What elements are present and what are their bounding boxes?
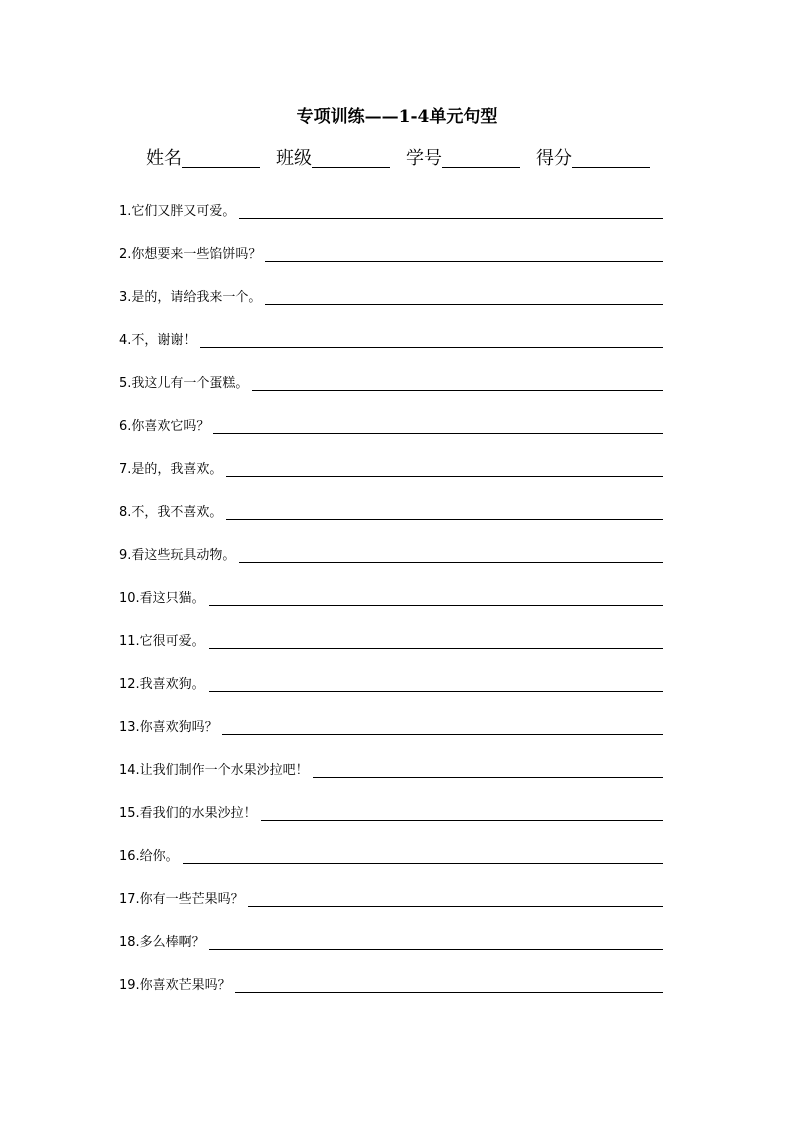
answer-line[interactable] bbox=[183, 863, 663, 864]
question-prompt: 7.是的，我喜欢。 bbox=[119, 462, 223, 477]
question-item bbox=[119, 393, 663, 436]
question-item bbox=[119, 350, 663, 393]
question-prompt: 14.让我们制作一个水果沙拉吧！ bbox=[119, 763, 309, 778]
question-item bbox=[119, 780, 663, 823]
answer-line[interactable] bbox=[200, 347, 663, 348]
student-number-field bbox=[406, 146, 520, 172]
score-label: 得分 bbox=[536, 148, 572, 169]
question-item bbox=[119, 436, 663, 479]
question-item bbox=[119, 608, 663, 651]
question-prompt: 3.是的，请给我来一个。 bbox=[119, 290, 262, 305]
student-number-label: 学号 bbox=[406, 148, 442, 169]
question-prompt: 17.你有一些芒果吗？ bbox=[119, 892, 244, 907]
question-prompt: 10.看这只猫。 bbox=[119, 591, 205, 606]
answer-line[interactable] bbox=[265, 304, 663, 305]
class-label: 班级 bbox=[276, 148, 312, 169]
answer-line[interactable] bbox=[226, 476, 663, 477]
question-prompt: 12.我喜欢狗。 bbox=[119, 677, 205, 692]
question-prompt: 8.不，我不喜欢。 bbox=[119, 505, 223, 520]
question-item bbox=[119, 737, 663, 780]
question-prompt: 1.它们又胖又可爱。 bbox=[119, 204, 236, 219]
question-item bbox=[119, 952, 663, 995]
answer-line[interactable] bbox=[261, 820, 663, 821]
question-prompt: 4.不，谢谢！ bbox=[119, 333, 197, 348]
question-item bbox=[119, 866, 663, 909]
answer-line[interactable] bbox=[239, 562, 663, 563]
answer-line[interactable] bbox=[209, 648, 663, 649]
question-prompt: 5.我这儿有一个蛋糕。 bbox=[119, 376, 249, 391]
answer-line[interactable] bbox=[209, 949, 663, 950]
score-field bbox=[536, 146, 650, 172]
name-label: 姓名 bbox=[146, 148, 182, 169]
question-prompt: 13.你喜欢狗吗？ bbox=[119, 720, 218, 735]
name-field bbox=[146, 146, 260, 172]
question-prompt: 2.你想要来一些馅饼吗？ bbox=[119, 247, 262, 262]
question-item bbox=[119, 479, 663, 522]
question-item bbox=[119, 221, 663, 264]
question-item bbox=[119, 522, 663, 565]
student-info-row bbox=[146, 146, 666, 172]
student-number-blank[interactable] bbox=[442, 167, 520, 168]
question-item bbox=[119, 823, 663, 866]
question-item bbox=[119, 178, 663, 221]
answer-line[interactable] bbox=[213, 433, 663, 434]
answer-line[interactable] bbox=[209, 605, 663, 606]
question-prompt: 11.它很可爱。 bbox=[119, 634, 205, 649]
class-field bbox=[276, 146, 390, 172]
question-list bbox=[119, 178, 663, 995]
answer-line[interactable] bbox=[248, 906, 663, 907]
answer-line[interactable] bbox=[239, 218, 663, 219]
question-item bbox=[119, 565, 663, 608]
answer-line[interactable] bbox=[265, 261, 663, 262]
name-blank[interactable] bbox=[182, 167, 260, 168]
question-item bbox=[119, 307, 663, 350]
answer-line[interactable] bbox=[252, 390, 663, 391]
question-item bbox=[119, 651, 663, 694]
question-prompt: 18.多么棒啊？ bbox=[119, 935, 205, 950]
score-blank[interactable] bbox=[572, 167, 650, 168]
question-prompt: 19.你喜欢芒果吗？ bbox=[119, 978, 231, 993]
question-prompt: 15.看我们的水果沙拉！ bbox=[119, 806, 257, 821]
question-prompt: 9.看这些玩具动物。 bbox=[119, 548, 236, 563]
answer-line[interactable] bbox=[209, 691, 663, 692]
answer-line[interactable] bbox=[235, 992, 663, 993]
question-prompt: 16.给你。 bbox=[119, 849, 179, 864]
question-item bbox=[119, 909, 663, 952]
worksheet-title: 专项训练——1-4单元句型 bbox=[296, 107, 498, 127]
answer-line[interactable] bbox=[222, 734, 663, 735]
class-blank[interactable] bbox=[312, 167, 390, 168]
answer-line[interactable] bbox=[313, 777, 663, 778]
question-prompt: 6.你喜欢它吗？ bbox=[119, 419, 210, 434]
question-item bbox=[119, 264, 663, 307]
answer-line[interactable] bbox=[226, 519, 663, 520]
question-item bbox=[119, 694, 663, 737]
